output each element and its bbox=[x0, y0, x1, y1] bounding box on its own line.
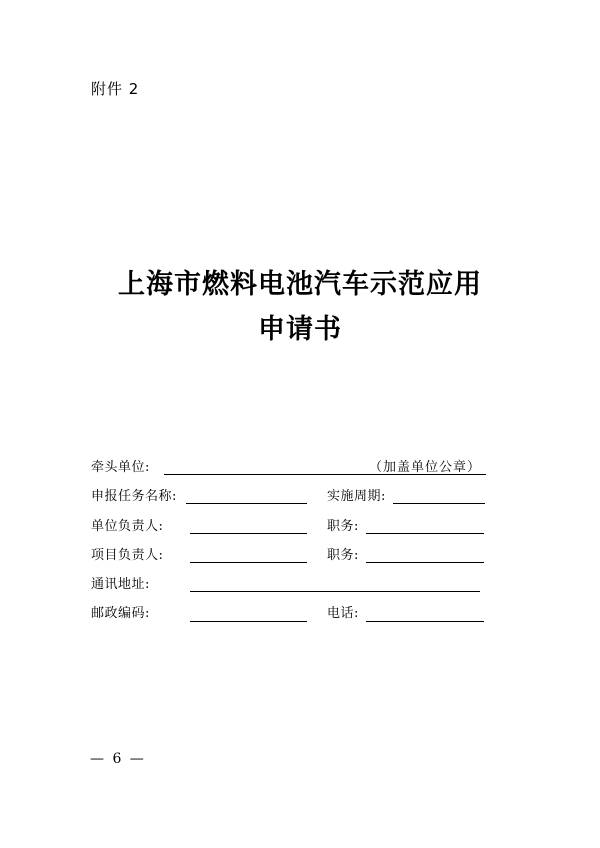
project-leader-position-label: 职务: bbox=[327, 548, 359, 563]
address-label: 通讯地址: bbox=[91, 577, 150, 592]
project-leader-field[interactable] bbox=[190, 562, 307, 563]
task-name-field[interactable] bbox=[186, 503, 307, 504]
unit-leader-label: 单位负责人: bbox=[91, 519, 164, 534]
document-title-line-1: 上海市燃料电池汽车示范应用 bbox=[118, 269, 482, 300]
address-field[interactable] bbox=[190, 591, 480, 592]
postcode-field[interactable] bbox=[190, 621, 307, 622]
phone-field[interactable] bbox=[366, 621, 484, 622]
document-title-line-2: 申请书 bbox=[258, 314, 342, 345]
lead-unit-label: 牵头单位: bbox=[91, 460, 150, 475]
seal-note: （加盖单位公章） bbox=[369, 460, 482, 475]
phone-label: 电话: bbox=[327, 606, 359, 621]
page-number: — 6 — bbox=[90, 751, 146, 767]
unit-leader-position-label: 职务: bbox=[327, 519, 359, 534]
period-field[interactable] bbox=[393, 503, 485, 504]
project-leader-position-field[interactable] bbox=[366, 562, 484, 563]
unit-leader-field[interactable] bbox=[190, 533, 307, 534]
project-leader-label: 项目负责人: bbox=[91, 548, 164, 563]
unit-leader-position-field[interactable] bbox=[366, 533, 484, 534]
postcode-label: 邮政编码: bbox=[91, 606, 150, 621]
attachment-label: 附件 2 bbox=[91, 80, 140, 98]
task-name-label: 申报任务名称: bbox=[91, 489, 177, 504]
period-label: 实施周期: bbox=[327, 489, 386, 504]
